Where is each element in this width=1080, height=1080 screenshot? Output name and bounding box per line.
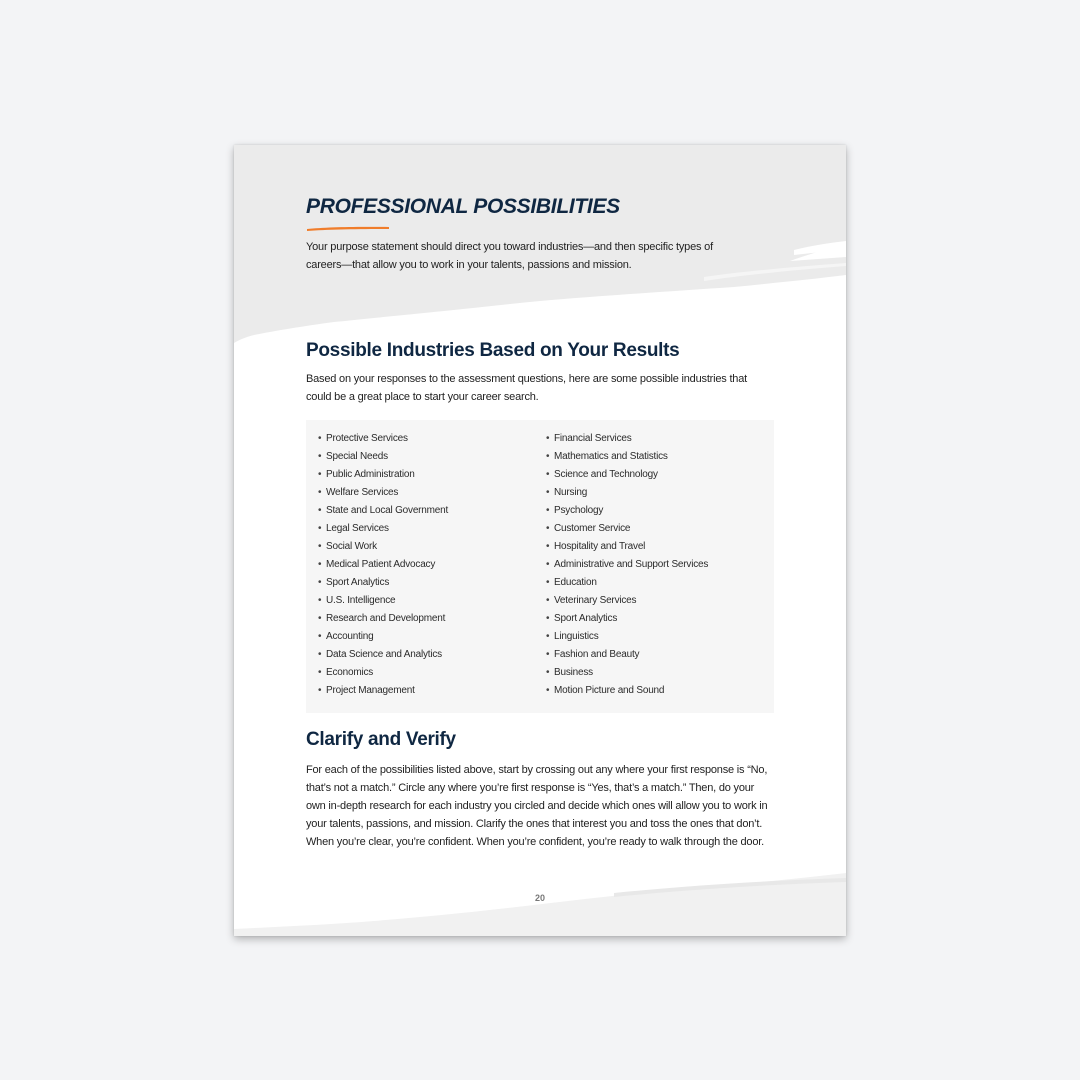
page-title: PROFESSIONAL POSSIBILITIES xyxy=(306,195,620,218)
industry-label: Mathematics and Statistics xyxy=(554,451,668,462)
list-item: • Welfare Services xyxy=(318,487,399,498)
industries-left-column xyxy=(318,430,448,700)
list-item: • State and Local Government xyxy=(318,505,449,516)
list-item: • Medical Patient Advocacy xyxy=(318,559,436,570)
list-item: • Sport Analytics xyxy=(318,577,390,588)
industry-label: Medical Patient Advocacy xyxy=(326,559,436,570)
industries-list-box xyxy=(306,420,774,713)
list-item: • U.S. Intelligence xyxy=(318,595,396,606)
list-item: • Hospitality and Travel xyxy=(546,541,646,552)
list-item: • Education xyxy=(546,577,597,588)
clarify-heading: Clarify and Verify xyxy=(306,729,456,750)
list-item: • Business xyxy=(546,667,593,678)
list-item: • Legal Services xyxy=(318,523,389,534)
list-item: • Psychology xyxy=(546,505,604,516)
page-number: 20 xyxy=(534,893,545,903)
industries-description: Based on your responses to the assessment questions, here are some possible industries that could be a great place to start your career search. xyxy=(306,373,748,403)
list-item: • Social Work xyxy=(318,541,377,552)
industry-label: Business xyxy=(554,667,593,678)
list-item: • Mathematics and Statistics xyxy=(546,451,668,462)
list-item: • Nursing xyxy=(546,487,588,498)
industry-label: Welfare Services xyxy=(326,487,399,498)
intro-paragraph: Your purpose statement should direct you toward industries—and then specific types of careers—that allow you to work in your talents, passions and mission. xyxy=(306,241,713,271)
list-item: • Linguistics xyxy=(546,631,599,642)
list-item: • Data Science and Analytics xyxy=(318,649,442,660)
industry-label: Education xyxy=(554,577,597,588)
industry-label: Science and Technology xyxy=(554,469,658,480)
list-item: • Project Management xyxy=(318,685,415,696)
list-item: • Protective Services xyxy=(318,433,408,444)
list-item: • Veterinary Services xyxy=(546,595,637,606)
list-item: • Accounting xyxy=(318,631,374,642)
industry-label: Project Management xyxy=(326,685,415,696)
industry-label: Linguistics xyxy=(554,631,599,642)
industry-label: Sport Analytics xyxy=(554,613,618,624)
industry-label: Data Science and Analytics xyxy=(326,649,442,660)
industry-label: Legal Services xyxy=(326,523,389,534)
industry-label: Administrative and Support Services xyxy=(554,559,709,570)
list-item: • Fashion and Beauty xyxy=(546,649,640,660)
title-underline xyxy=(306,224,390,232)
list-item: • Research and Development xyxy=(318,613,446,624)
list-item: • Special Needs xyxy=(318,451,388,462)
industry-label: Psychology xyxy=(554,505,604,516)
industry-label: Research and Development xyxy=(326,613,446,624)
industry-label: Motion Picture and Sound xyxy=(554,685,665,696)
list-item: • Economics xyxy=(318,667,374,678)
industry-label: Public Administration xyxy=(326,469,415,480)
industry-label: Nursing xyxy=(554,487,588,498)
industry-label: Protective Services xyxy=(326,433,408,444)
list-item: • Financial Services xyxy=(546,433,632,444)
industry-label: Special Needs xyxy=(326,451,388,462)
industries-heading: Possible Industries Based on Your Results xyxy=(306,340,680,361)
industry-label: U.S. Intelligence xyxy=(326,595,396,606)
industry-label: Social Work xyxy=(326,541,377,552)
industry-label: Hospitality and Travel xyxy=(554,541,646,552)
list-item: • Public Administration xyxy=(318,469,415,480)
industry-label: Economics xyxy=(326,667,374,678)
industry-label: Fashion and Beauty xyxy=(554,649,640,660)
industry-label: State and Local Government xyxy=(326,505,449,516)
document-page xyxy=(234,145,846,936)
industry-label: Accounting xyxy=(326,631,374,642)
industry-label: Financial Services xyxy=(554,433,632,444)
industry-label: Customer Service xyxy=(554,523,631,534)
list-item: • Motion Picture and Sound xyxy=(546,685,665,696)
list-item: • Sport Analytics xyxy=(546,613,618,624)
list-item: • Science and Technology xyxy=(546,469,658,480)
industries-right-column xyxy=(546,430,708,700)
list-item: • Customer Service xyxy=(546,523,631,534)
industry-label: Veterinary Services xyxy=(554,595,637,606)
list-item: • Administrative and Support Services xyxy=(546,559,709,570)
clarify-paragraph: For each of the possibilities listed above, start by crossing out any where your first response is “No, that’s not a match.” Circle any where you’re first response is “Yes, that’s a match.” Then, do your own in-depth research for each industry you circled and decide which ones will allow you to work in your talents, passions, and mission. Clarify the ones that interest you and toss the ones that don’t. When you’re clear, you’re confident. When you’re confident, you’re ready to walk through the door. xyxy=(306,764,768,848)
industry-label: Sport Analytics xyxy=(326,577,390,588)
